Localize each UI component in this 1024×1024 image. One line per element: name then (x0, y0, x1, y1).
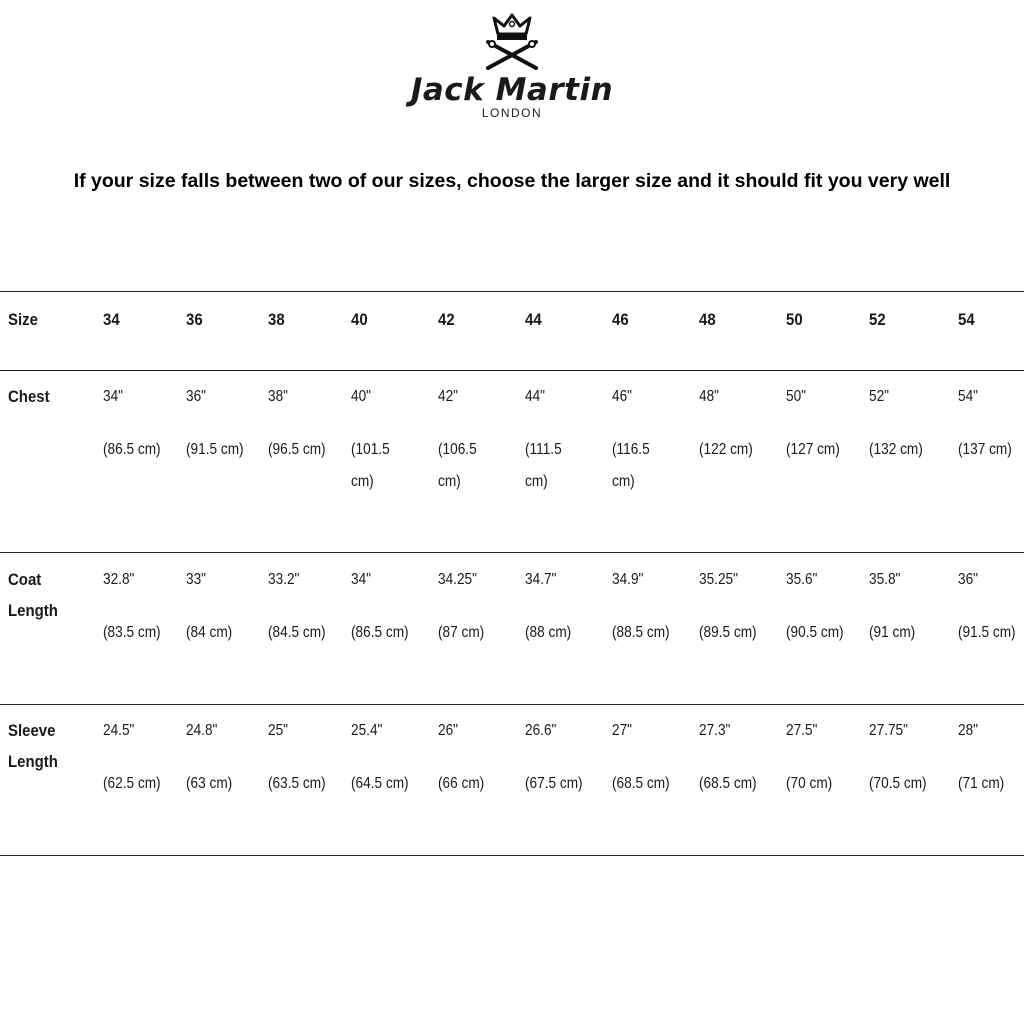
coat-length-inches-34: 32.8" (103, 571, 135, 588)
chest-inches-40: 40" (351, 388, 372, 405)
coat-length-cm-34: (83.5 cm) (103, 624, 161, 641)
coat-length-cm-42: (87 cm) (438, 624, 485, 641)
chest-inches-38: 38" (268, 388, 289, 405)
chest-inches-34: 34" (103, 388, 124, 405)
coat-length-inches-50: 35.6" (786, 571, 818, 588)
sleeve-length-cm-38: (63.5 cm) (268, 775, 326, 792)
size-header-54: 54 (958, 310, 975, 329)
coat-length-cm-52: (91 cm) (869, 624, 916, 641)
chest-inches-48: 48" (699, 388, 720, 405)
sleeve-length-inches-52: 27.75" (869, 722, 908, 739)
brand-name: Jack Martin (410, 72, 614, 108)
size-header-48: 48 (699, 310, 716, 329)
coat-length-cm-40: (86.5 cm) (351, 624, 409, 641)
chest-cm-40: (101.5 cm) (351, 441, 390, 490)
sleeve-length-cm-40: (64.5 cm) (351, 775, 409, 792)
chest-cm-52: (132 cm) (869, 441, 923, 458)
coat-length-inches-54: 36" (958, 571, 979, 588)
chest-cm-36: (91.5 cm) (186, 441, 244, 458)
chest-cm-46: (116.5 cm) (612, 441, 650, 490)
chest-inches-52: 52" (869, 388, 890, 405)
coat-length-inches-36: 33" (186, 571, 207, 588)
sleeve-length-inches-36: 24.8" (186, 722, 218, 739)
chest-cm-54: (137 cm) (958, 441, 1012, 458)
sleeve-length-inches-54: 28" (958, 722, 979, 739)
coat-length-inches-40: 34" (351, 571, 372, 588)
row-label-coat-length: Coat Length (8, 570, 58, 620)
coat-length-cm-48: (89.5 cm) (699, 624, 757, 641)
coat-length-inches-52: 35.8" (869, 571, 901, 588)
size-header-38: 38 (268, 310, 285, 329)
size-header-50: 50 (786, 310, 803, 329)
coat-length-cm-38: (84.5 cm) (268, 624, 326, 641)
size-header-52: 52 (869, 310, 886, 329)
coat-length-inches-38: 33.2" (268, 571, 300, 588)
chest-cm-42: (106.5 cm) (438, 441, 477, 490)
row-label-chest: Chest (8, 387, 50, 406)
sleeve-length-inches-38: 25" (268, 722, 289, 739)
sleeve-length-inches-40: 25.4" (351, 722, 383, 739)
chest-inches-50: 50" (786, 388, 807, 405)
chest-cm-50: (127 cm) (786, 441, 840, 458)
table-rule-header (0, 370, 1024, 371)
coat-length-inches-44: 34.7" (525, 571, 557, 588)
chest-cm-38: (96.5 cm) (268, 441, 326, 458)
sleeve-length-inches-50: 27.5" (786, 722, 818, 739)
size-header-46: 46 (612, 310, 629, 329)
size-header-label: Size (8, 310, 38, 329)
sleeve-length-cm-42: (66 cm) (438, 775, 485, 792)
size-header-40: 40 (351, 310, 368, 329)
size-header-36: 36 (186, 310, 203, 329)
sleeve-length-cm-44: (67.5 cm) (525, 775, 583, 792)
coat-length-inches-46: 34.9" (612, 571, 644, 588)
coat-length-cm-54: (91.5 cm) (958, 624, 1016, 641)
sleeve-length-cm-36: (63 cm) (186, 775, 233, 792)
sleeve-length-cm-54: (71 cm) (958, 775, 1005, 792)
chest-inches-46: 46" (612, 388, 633, 405)
sleeve-length-cm-46: (68.5 cm) (612, 775, 670, 792)
size-header-44: 44 (525, 310, 542, 329)
sleeve-length-cm-34: (62.5 cm) (103, 775, 161, 792)
coat-length-inches-48: 35.25" (699, 571, 738, 588)
sleeve-length-inches-48: 27.3" (699, 722, 731, 739)
table-rule-bottom (0, 855, 1024, 856)
sleeve-length-cm-52: (70.5 cm) (869, 775, 927, 792)
sleeve-length-inches-34: 24.5" (103, 722, 135, 739)
crown-crossed-needles-icon (480, 12, 544, 70)
row-label-sleeve-length: Sleeve Length (8, 721, 58, 771)
chest-inches-54: 54" (958, 388, 979, 405)
table-rule-chest (0, 552, 1024, 553)
size-header-34: 34 (103, 310, 120, 329)
sleeve-length-cm-48: (68.5 cm) (699, 775, 757, 792)
coat-length-cm-50: (90.5 cm) (786, 624, 844, 641)
table-rule-top (0, 291, 1024, 292)
sleeve-length-inches-46: 27" (612, 722, 633, 739)
brand-logo (0, 12, 1024, 70)
chest-inches-42: 42" (438, 388, 459, 405)
sleeve-length-cm-50: (70 cm) (786, 775, 833, 792)
sizing-notice: If your size falls between two of our sizes, choose the larger size and it should fit you very well (73, 170, 951, 192)
coat-length-cm-44: (88 cm) (525, 624, 572, 641)
chest-cm-44: (111.5 cm) (525, 441, 562, 490)
sleeve-length-inches-42: 26" (438, 722, 459, 739)
coat-length-cm-36: (84 cm) (186, 624, 233, 641)
chest-inches-36: 36" (186, 388, 207, 405)
coat-length-inches-42: 34.25" (438, 571, 477, 588)
chest-cm-34: (86.5 cm) (103, 441, 161, 458)
sleeve-length-inches-44: 26.6" (525, 722, 557, 739)
brand-location: LONDON (481, 106, 543, 120)
chest-cm-48: (122 cm) (699, 441, 753, 458)
coat-length-cm-46: (88.5 cm) (612, 624, 670, 641)
size-header-42: 42 (438, 310, 455, 329)
chest-inches-44: 44" (525, 388, 546, 405)
table-rule-coat (0, 704, 1024, 705)
